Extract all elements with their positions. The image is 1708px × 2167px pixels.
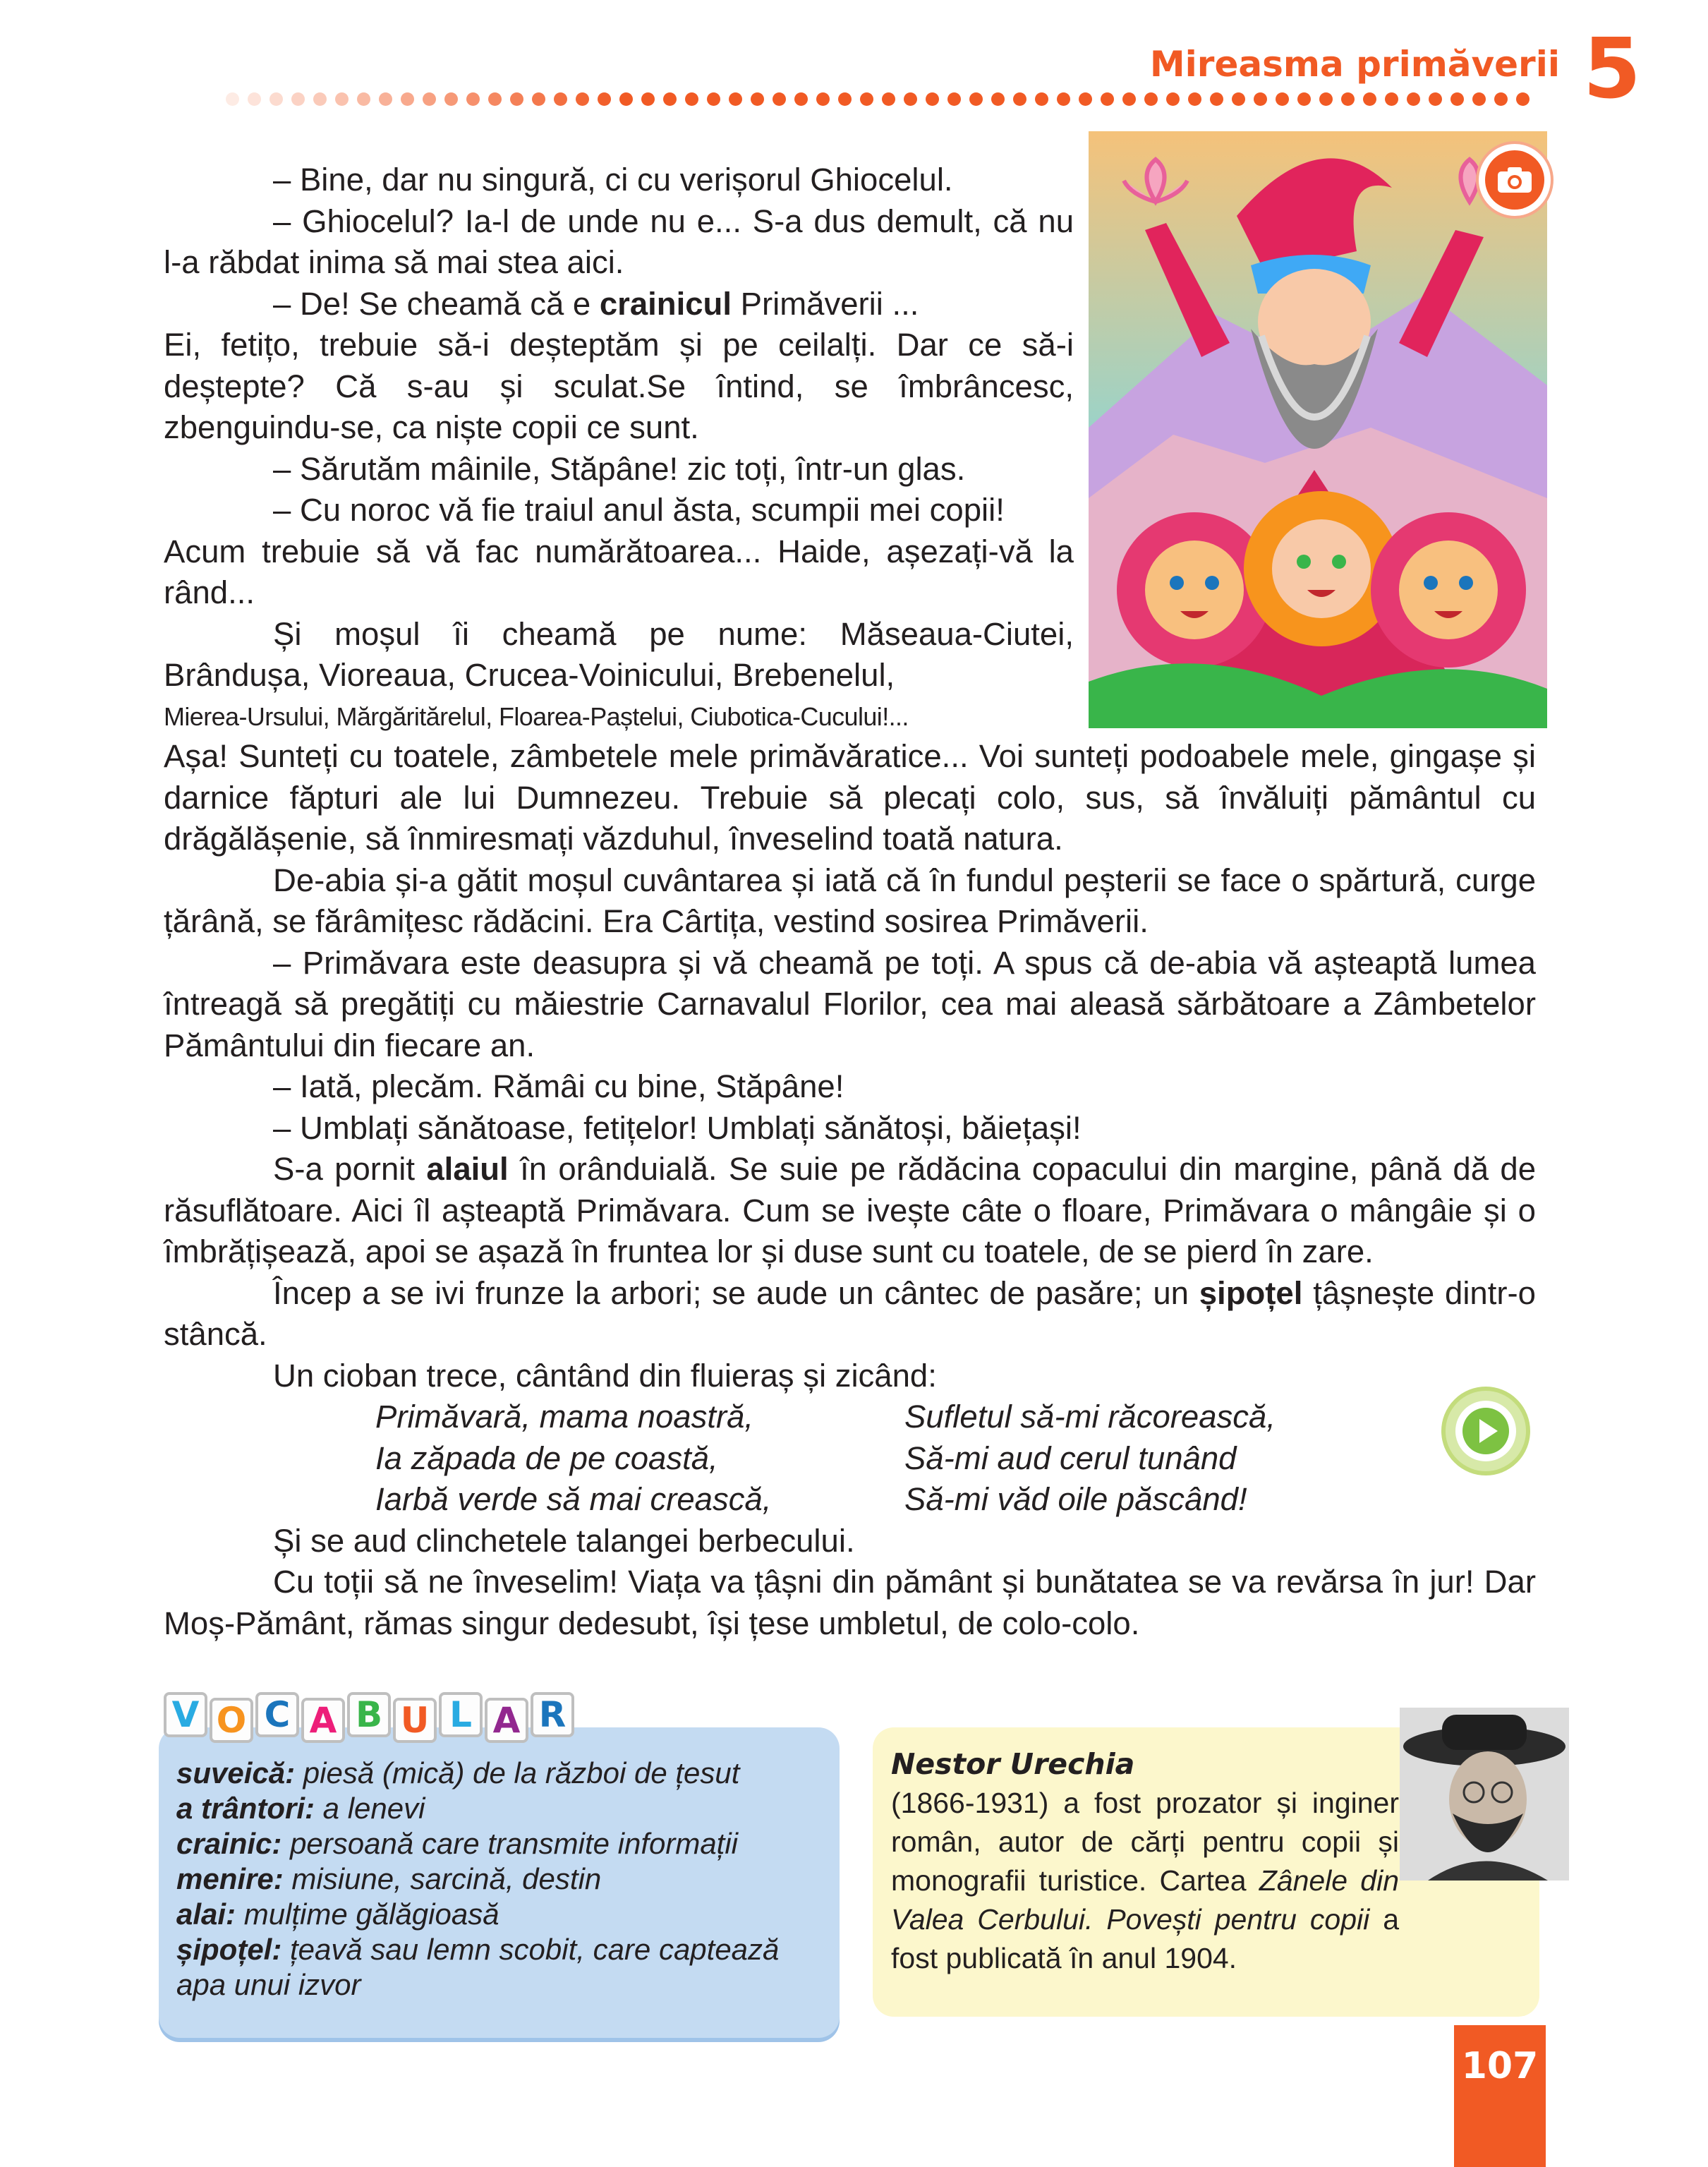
header-dot (576, 92, 589, 106)
vocabulary-letter-tile: A (301, 1698, 345, 1743)
paragraph: – Primăvara este deasupra și vă cheamă pe toți. A spus că de-abia vă așteaptă lumea întreagă să pregătiți cu măiestrie Carnavalul Florilor, cea mai aleasă sărbătoare a Zâmbetelor Pământului din fiecare an. (164, 944, 1536, 1063)
header-dot (794, 92, 808, 106)
text-run: – De! Se cheamă că e (273, 285, 600, 322)
vocabulary-letter-tile: R (531, 1692, 574, 1737)
header-dot (1297, 92, 1311, 106)
paragraph (164, 1273, 1536, 1356)
vocabulary-entry (176, 1791, 825, 1826)
header-dot (641, 92, 655, 106)
header-dot (904, 92, 917, 106)
header-dot (1188, 92, 1201, 106)
vocabulary-header (164, 1692, 576, 1756)
header-dotted-line (226, 90, 1531, 107)
vocabulary-letter-tile: U (393, 1698, 437, 1743)
header-dot (882, 92, 895, 106)
header-dot (335, 92, 349, 106)
header-dot (663, 92, 677, 106)
vocabulary-list (176, 1756, 825, 2003)
paragraph: – Iată, plecăm. Rămâi cu bine, Stăpâne! (273, 1068, 844, 1104)
header-dot (466, 92, 480, 106)
header-dot (313, 92, 327, 106)
header-dot (598, 92, 611, 106)
header-dot (401, 92, 414, 106)
header-dot (685, 92, 698, 106)
illustration-flower-gnome (1089, 131, 1547, 728)
paragraph: Cu toții să ne înveselim! Viața va țâșni din pământ și bunătatea se va revărsa în jur! Dar Moș-Pământ, rămas singur dedesubt, își țese umbletul, de colo-colo. (164, 1564, 1536, 1641)
poem (375, 1396, 1536, 1521)
header-dot (510, 92, 523, 106)
vocabulary-definition-continued: apa unui izvor (176, 1968, 361, 2001)
text-run: (1866-1931) a fost prozator și inginer român, autor de cărți pentru copii și monografii turistice. Cartea (891, 1787, 1399, 1897)
paragraph: Ei, fetițo, trebuie să-i deșteptăm și pe ceilalți. Dar ce să-i deștepte? Că s-au și sculat.Se întind, se îmbrâncesc, zbenguindu-se, ca niște copii ce sunt. (164, 327, 1074, 445)
vocabulary-entry (176, 1932, 825, 1967)
play-audio-icon[interactable] (1441, 1387, 1530, 1475)
header-dot (1101, 92, 1114, 106)
header-dot (707, 92, 720, 106)
header-dot (269, 92, 283, 106)
vocabulary-term: menire: (176, 1862, 284, 1895)
header-dot (1407, 92, 1420, 106)
header-dot (969, 92, 983, 106)
header-dot (991, 92, 1005, 106)
header-dot (816, 92, 830, 106)
paragraph: Așa! Sunteți cu toatele, zâmbetele mele primăvăratice... Voi sunteți podoabele mele, gingașe și darnice făpturi ale lui Dumnezeu. Trebuie să plecați colo, sus, să învăluiți pământul cu drăgălășenie, să înmiresmați văzduhul, înveselind toată natura. (164, 738, 1536, 857)
vocabulary-term: șipoțel: (176, 1933, 282, 1966)
header-dot (947, 92, 961, 106)
header-dot (729, 92, 742, 106)
paragraph (164, 1149, 1536, 1273)
header-dot (926, 92, 939, 106)
text-run: S-a pornit (273, 1151, 427, 1187)
paragraph: Un cioban trece, cântând din fluieraș și zicând: (273, 1357, 937, 1394)
text-run: Primăverii ... (731, 285, 919, 322)
vocabulary-letter-tile: B (347, 1692, 391, 1737)
header-dot (1494, 92, 1508, 106)
book-title: Zânele din Valea Cerbului. Povești pentru copii (891, 1864, 1400, 1936)
header-dot (1079, 92, 1092, 106)
author-bio (891, 1784, 1399, 1978)
play-icon-inner (1455, 1401, 1516, 1461)
paragraph: – Umblați sănătoase, fetițelor! Umblați sănătoși, băiețași! (273, 1109, 1082, 1146)
header-dot (1122, 92, 1136, 106)
header-dot (1363, 92, 1376, 106)
story-text-main (164, 736, 1536, 1644)
paragraph (164, 284, 1074, 325)
vocabulary-term: a trântori: (176, 1792, 315, 1825)
camera-glyph (1496, 166, 1533, 194)
chapter-number: 5 (1582, 20, 1641, 117)
play-glyph (1461, 1406, 1510, 1456)
header-dot (1385, 92, 1398, 106)
header-dot (1166, 92, 1180, 106)
text-run: țâșnește dintr-o stâncă. (164, 1274, 1536, 1352)
header-dot (1035, 92, 1048, 106)
author-portrait (1400, 1708, 1569, 1881)
paragraph: Acum trebuie să vă fac numărătoarea... Haide, așezați-vă la rând... (164, 533, 1074, 610)
header-dot (1341, 92, 1355, 106)
header-dot (423, 92, 436, 106)
bold-term-alaiul: alaiul (426, 1151, 509, 1187)
header-dot (226, 92, 239, 106)
header-dot (532, 92, 545, 106)
bold-term-sipotel: șipoțel (1199, 1274, 1303, 1311)
header-dot (619, 92, 633, 106)
header-dot (1516, 92, 1530, 106)
bold-term-crainicul: crainicul (599, 285, 732, 322)
header-dot (1210, 92, 1223, 106)
illustration-drawing (1089, 131, 1547, 728)
header-dot (773, 92, 786, 106)
header-dot (1254, 92, 1267, 106)
vocabulary-entry (176, 1897, 825, 1932)
poem-line: Sufletul să-mi răcorească, (904, 1399, 1276, 1435)
vocabulary-letter-tile: L (439, 1692, 483, 1737)
header-dot (838, 92, 852, 106)
header-dot (1057, 92, 1070, 106)
camera-icon[interactable] (1476, 141, 1553, 219)
header-dot (554, 92, 567, 106)
header-dot (1013, 92, 1026, 106)
vocabulary-term: suveică: (176, 1756, 296, 1789)
vocabulary-definition: a lenevi (315, 1792, 425, 1825)
vocabulary-term: alai: (176, 1897, 236, 1931)
header-dot (1276, 92, 1289, 106)
chapter-title: Mireasma primăverii (1149, 44, 1560, 85)
author-name: Nestor Urechia (891, 1747, 1135, 1781)
story-text-top (164, 159, 1074, 737)
header-dot (291, 92, 305, 106)
vocabulary-definition: piesă (mică) de la război de țesut (295, 1756, 740, 1789)
header-dot (357, 92, 370, 106)
vocabulary-definition: țeavă sau lemn scobit, care captează (281, 1933, 780, 1966)
header-dot (248, 92, 261, 106)
portrait-drawing (1400, 1708, 1569, 1881)
paragraph: De-abia și-a gătit moșul cuvântarea și iată că în fundul peșterii se face o spărtură, curge țărână, se fărâmițesc rădăcini. Era Cârtița, vestind sosirea Primăverii. (164, 862, 1536, 939)
poem-line: Primăvară, mama noastră, (375, 1399, 754, 1435)
header-dot (1144, 92, 1158, 106)
header-dot (488, 92, 502, 106)
vocabulary-definition: persoană care transmite informații (281, 1827, 739, 1860)
poem-line: Să-mi văd oile păscând! (904, 1481, 1247, 1517)
paragraph: Și se aud clinchetele talangei berbecului. (273, 1522, 855, 1559)
text-run: în orânduială. Se suie pe rădăcina copacului din margine, până dă de răsuflătoare. Aici îl așteaptă Primăvara. Cum se ivește câte o floare, Primăvara o mângâie și o îmbrățișează, apoi se așază în fruntea lor și duse sunt cu toatele, de se pierd în zare. (164, 1151, 1536, 1269)
header-dot (379, 92, 392, 106)
header-dot (1450, 92, 1464, 106)
paragraph: – Bine, dar nu singură, ci cu verișorul Ghiocelul. (273, 162, 953, 198)
paragraph: – Cu noroc vă fie traiul anul ăsta, scumpii mei copii! (273, 492, 1005, 528)
vocabulary-term: crainic: (176, 1827, 282, 1860)
vocabulary-definition: misiune, sarcină, destin (283, 1862, 602, 1895)
vocabulary-entry (176, 1861, 825, 1897)
paragraph: Mierea-Ursului, Mărgăritărelul, Floarea-Paștelui, Ciubotica-Cucului!... (164, 701, 909, 731)
header-dot (1232, 92, 1245, 106)
paragraph: – Sărutăm mâinile, Stăpâne! zic toți, într-un glas. (273, 450, 966, 487)
vocabulary-entry (176, 1756, 825, 1791)
text-run: a fost publicată în anul 1904. (891, 1903, 1399, 1974)
poem-line: Iarbă verde să mai crească, (375, 1481, 772, 1517)
vocabulary-definition: mulțime gălăgioasă (236, 1897, 499, 1931)
header-dot (751, 92, 764, 106)
header-dot (1319, 92, 1333, 106)
camera-icon-inner (1485, 150, 1544, 210)
vocabulary-letter-tile: V (164, 1692, 207, 1737)
vocabulary-entry (176, 1826, 825, 1861)
header-dot (1472, 92, 1486, 106)
header-dot (1429, 92, 1442, 106)
poem-line: Să-mi aud cerul tunând (904, 1439, 1237, 1476)
author-text (891, 1745, 1399, 1978)
vocabulary-letter-tile: C (255, 1692, 299, 1737)
paragraph: Și moșul îi cheamă pe nume: Măseaua-Ciutei, Brândușa, Vioreaua, Crucea-Voinicului, Brebenelul, (164, 615, 1074, 693)
vocabulary-letter-tile: O (210, 1698, 253, 1743)
text-run: Încep a se ivi frunze la arbori; se aude un cântec de pasăre; un (273, 1274, 1199, 1311)
poem-line: Ia zăpada de pe coastă, (375, 1439, 718, 1476)
header-dot (860, 92, 873, 106)
header-dot (444, 92, 458, 106)
vocabulary-letter-tile: A (485, 1698, 528, 1743)
page-number: 107 (1461, 2045, 1539, 2087)
paragraph: – Ghiocelul? Ia-l de unde nu e... S-a dus demult, că nu l-a răbdat inima să mai stea aici. (164, 203, 1074, 280)
